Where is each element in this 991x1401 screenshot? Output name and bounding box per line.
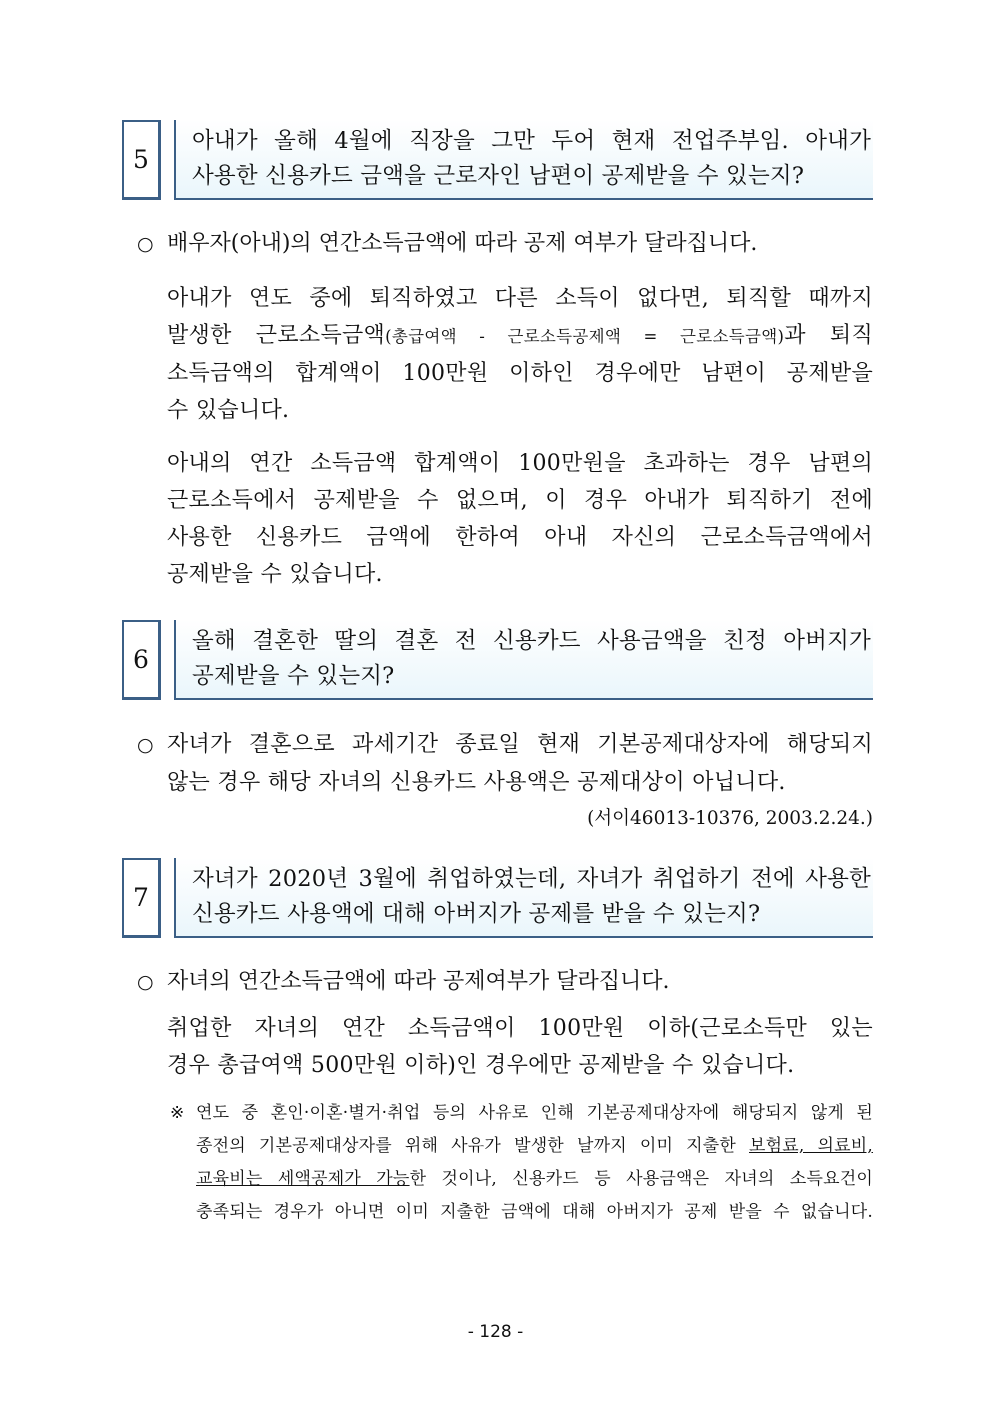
note-line (196, 1163, 873, 1196)
note-block (196, 1097, 873, 1229)
answer-heading (137, 225, 873, 263)
question-text (174, 620, 873, 700)
note-line (196, 1130, 873, 1163)
note-line: 충족되는 경우가 아니면 이미 지출한 금액에 대해 아버지가 공제 받을 수 없습니다. (196, 1202, 873, 1222)
text-span: 과 퇴직 (784, 323, 873, 348)
text-line (137, 726, 873, 764)
text-line: 근로소득에서 공제받을 수 없으며, 이 경우 아내가 퇴직하기 전에 (167, 488, 873, 513)
answer-paragraph-1 (167, 1010, 873, 1084)
question-line-2: 사용한 신용카드 금액을 근로자인 남편이 공제받을 수 있는지? (192, 163, 805, 189)
text-line: 취업한 자녀의 연간 소득금액이 100만원 이하(근로소득만 있는 (167, 1016, 873, 1041)
question-7-box (122, 858, 873, 938)
question-line-1: 아내가 올해 4월에 직장을 그만 두어 현재 전업주부임. 아내가 (192, 128, 871, 154)
source-citation: (서이46013-10376, 2003.2.24.) (587, 808, 873, 829)
text-span: 자녀가 결혼으로 과세기간 종료일 현재 기본공제대상자에 해당되지 (167, 732, 873, 757)
formula-note: (총급여액 - 근로소득공제액 = 근로소득금액) (385, 327, 785, 346)
answer-heading (137, 963, 873, 1001)
question-line-2: 공제받을 수 있는지? (192, 663, 395, 689)
note-mark: ※ (170, 1103, 185, 1123)
text-line: 아내의 연간 소득금액 합계액이 100만원을 초과하는 경우 남편의 (167, 451, 873, 476)
text-line: 경우 총급여액 500만원 이하)인 경우에만 공제받을 수 있습니다. (167, 1053, 795, 1078)
answer-paragraph-1 (167, 280, 873, 429)
question-line-1: 자녀가 2020년 3월에 취업하였는데, 자녀가 취업하기 전에 사용한 (192, 866, 871, 892)
question-line-1: 올해 결혼한 딸의 결혼 전 신용카드 사용금액을 친정 아버지가 (192, 628, 871, 654)
question-number: 5 (122, 120, 161, 200)
question-number: 6 (122, 620, 161, 700)
answer-heading-text: 자녀의 연간소득금액에 따라 공제여부가 달라집니다. (167, 969, 670, 994)
text-line: 공제받을 수 있습니다. (167, 562, 383, 587)
underlined-text: 교육비는 세액공제가 가능 (196, 1169, 410, 1189)
text-line: 사용한 신용카드 금액에 한하여 아내 자신의 근로소득금액에서 (167, 525, 873, 550)
text-span: 종전의 기본공제대상자를 위해 사유가 발생한 날까지 이미 지출한 (196, 1136, 750, 1156)
text-line: 아내가 연도 중에 퇴직하였고 다른 소득이 없다면, 퇴직할 때까지 (167, 286, 873, 311)
underlined-text: 보험료, 의료비, (749, 1136, 873, 1156)
text-line (167, 317, 873, 355)
question-text (174, 858, 873, 938)
note-line: 연도 중 혼인·이혼·별거·취업 등의 사유로 인해 기본공제대상자에 해당되지 않게 된 (196, 1103, 873, 1123)
text-line: 않는 경우 해당 자녀의 신용카드 사용액은 공제대상이 아닙니다. (167, 770, 786, 795)
circle-bullet-icon: ○ (137, 971, 154, 993)
question-5-box (122, 120, 873, 200)
circle-bullet-icon: ○ (137, 734, 154, 756)
page-number: - 128 - (467, 1322, 524, 1342)
question-text (174, 120, 873, 200)
text-span: 발생한 근로소득금액 (167, 323, 386, 348)
question-number: 7 (122, 858, 161, 938)
text-line: 수 있습니다. (167, 398, 290, 423)
answer-paragraph (137, 726, 873, 801)
text-span: 한 것이나, 신용카드 등 사용금액은 자녀의 소득요건이 (409, 1169, 873, 1189)
question-line-2: 신용카드 사용액에 대해 아버지가 공제를 받을 수 있는지? (192, 901, 761, 927)
answer-heading-text: 배우자(아내)의 연간소득금액에 따라 공제 여부가 달라집니다. (167, 231, 758, 256)
text-line: 소득금액의 합계액이 100만원 이하인 경우에만 남편이 공제받을 (167, 361, 873, 386)
circle-bullet-icon: ○ (137, 233, 154, 255)
question-6-box (122, 620, 873, 700)
answer-paragraph-2 (167, 445, 873, 593)
